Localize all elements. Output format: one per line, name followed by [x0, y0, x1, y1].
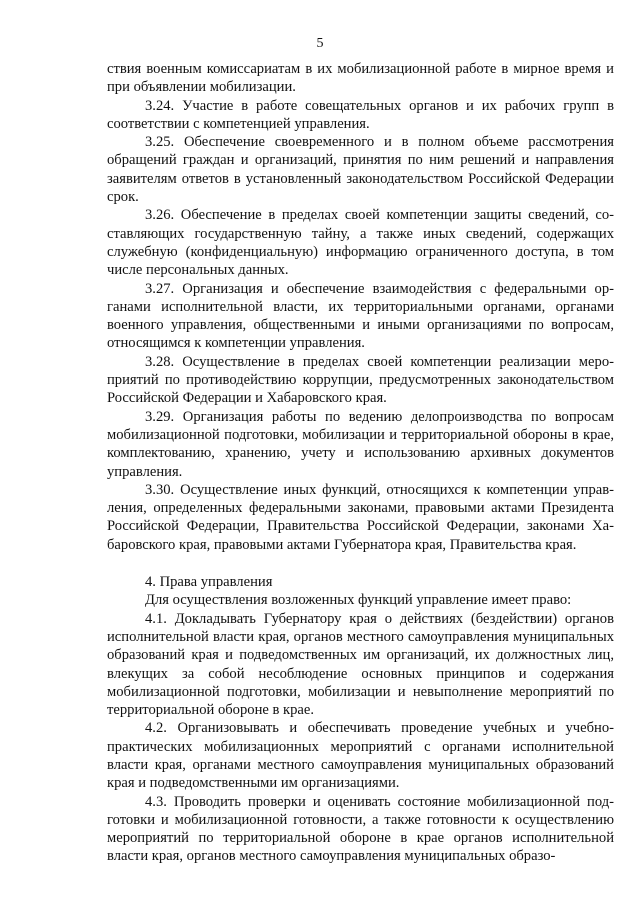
paragraph-4-3: 4.3. Проводить проверки и оценивать состояние мобилизационной подготовки и мобилизационной готовности, а также готовности к осуществлению мероприятий по территориальной обороне в крае органов исполнительной власти края, органов местного самоуправления муниципальных образо-: [107, 793, 614, 865]
paragraph-3-27: 3.27. Организация и обеспечение взаимодействия с федеральными органами исполнительной власти, их территориальными органами, органами военного управления, общественными и иными организациями по вопросам, относящимся к компетенции управления.: [107, 280, 614, 352]
paragraph-3-25: 3.25. Обеспечение своевременного и в полном объеме рассмотрения обращений граждан и организаций, принятия по ним решений и направления заявителям ответов в установленный законодательством Российской Федерации срок.: [107, 134, 614, 206]
document-body: [107, 60, 614, 866]
paragraph-continuation: ствия военным комиссариатам в их мобилизационной работе в мирное время и при объявлении мобилизации.: [107, 61, 614, 96]
paragraph-intro: Для осуществления возложенных функций управление имеет право:: [145, 592, 572, 609]
section-heading: 4. Права управления: [145, 574, 273, 591]
paragraph-3-29: 3.29. Организация работы по ведению делопроизводства по вопросам мобилизационной подготовки, мобилизации и территориальной обороны в крае, комплектованию, хранению, учету и использованию архивных документов управления.: [107, 408, 614, 480]
paragraph-3-24: 3.24. Участие в работе совещательных органов и их рабочих групп в соответствии с компетенцией управления.: [107, 97, 614, 132]
page-number: 5: [316, 36, 324, 51]
paragraph-4-2: 4.2. Организовывать и обеспечивать проведение учебных и учебно-практических мобилизационных мероприятий с органами исполнительной власти края, органами местного самоуправления муниципальных образований края и подведомственными им организациями.: [107, 720, 614, 792]
paragraph-3-30: 3.30. Осуществление иных функций, относящихся к компетенции управления, определенных федеральными законами, правовыми актами Президента Российской Федерации, Правительства Российской Федерации, законами Хабаровского края, правовыми актами Губернатора края, Правительства края.: [107, 481, 614, 553]
paragraph-3-28: 3.28. Осуществление в пределах своей компетенции реализации мероприятий по противодействию коррупции, предусмотренных законодательством Российской Федерации и Хабаровского края.: [107, 353, 614, 407]
paragraph-3-26: 3.26. Обеспечение в пределах своей компетенции защиты сведений, составляющих государственную тайну, а также иных сведений, содержащих служебную (конфиденциальную) информацию ограниченного доступа, в том числе персональных данных.: [107, 207, 614, 279]
paragraph-4-1: 4.1. Докладывать Губернатору края о действиях (бездействии) органов исполнительной власти края, органов местного самоуправления муниципальных образований края и подведомственных им организаций, их должностных лиц, влекущих за собой несоблюдение основных принципов и содержания мобилизационной подготовки, мобилизации и невыполнение мероприятий по территориальной обороне в крае.: [107, 610, 614, 719]
